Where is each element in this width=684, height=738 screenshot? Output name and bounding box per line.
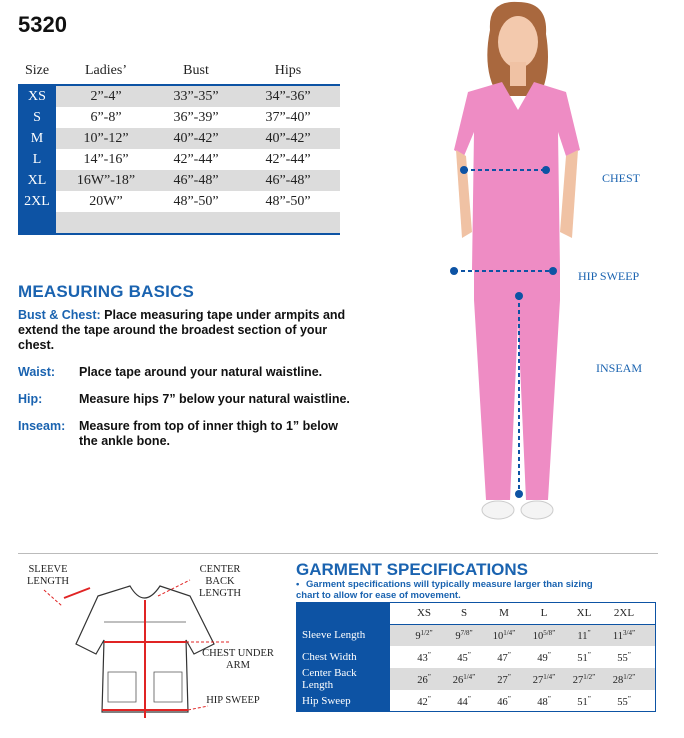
bust-chest-instruction	[18, 308, 358, 353]
table-row	[56, 86, 340, 107]
spec-row-label: Chest Width	[302, 651, 357, 663]
bust-cell: 42”-44”	[173, 151, 219, 167]
ladies-cell: 20W”	[89, 193, 123, 209]
header-ladies: Ladies’	[85, 63, 127, 78]
measuring-basics-title: MEASURING BASICS	[18, 282, 195, 301]
spec-value: 47”	[497, 650, 511, 664]
spec-value: $10^{1/4”}$	[492, 628, 516, 642]
spec-value: $27^{1/2”}$	[572, 672, 596, 686]
instruction-label: Hip:	[18, 392, 43, 406]
ladies-cell: 10”-12”	[83, 130, 129, 146]
ladies-cell: 6”-8”	[90, 109, 122, 125]
instruction-text: Place measuring tape under armpits and extend the tape around the broadest section of your chest.	[18, 308, 346, 352]
bust-cell: 36”-39”	[173, 109, 219, 125]
spec-value: $27^{1/4”}$	[532, 672, 556, 686]
measure-dot	[549, 267, 557, 275]
spec-value: 42”	[417, 694, 431, 708]
bust-cell: 40”-42”	[173, 130, 219, 146]
spec-value: 43”	[417, 650, 431, 664]
spec-row	[296, 646, 656, 668]
table-row	[56, 149, 340, 170]
header-size: Size	[24, 63, 50, 78]
chest-under-arm-label: CHEST UNDER ARM	[202, 648, 274, 671]
chest-label: CHEST	[602, 171, 641, 185]
spec-row-label: Center Back Length	[302, 667, 357, 691]
face	[498, 16, 538, 68]
size-header-cell: XS	[416, 607, 432, 619]
hips-cell: 34”-36”	[265, 88, 311, 104]
garment-specs-table	[296, 602, 656, 712]
spec-value: 44”	[457, 694, 471, 708]
spec-value: 26”	[417, 672, 431, 686]
spec-value: $9^{1/2”}$	[415, 628, 433, 642]
inseam-instruction	[18, 419, 358, 449]
hips-cell: 46”-48”	[265, 172, 311, 188]
bust-cell: 33”-35”	[173, 88, 219, 104]
header-bust: Bust	[183, 63, 209, 78]
spec-value: $11^{3/4”}$	[612, 628, 636, 642]
garment-sketch	[18, 560, 288, 730]
ladies-cell: 16W”-18”	[76, 172, 136, 188]
hip-sweep-label: HIP SWEEP	[578, 269, 640, 283]
spec-value: 11”	[577, 628, 591, 642]
instruction-label: Waist:	[18, 365, 56, 379]
left-shoe	[482, 501, 514, 519]
sleeve-length-label: SLEEVE LENGTH	[27, 564, 69, 587]
measure-dot	[542, 166, 550, 174]
size-cell: 2XL	[24, 194, 50, 209]
spec-value: 55”	[617, 650, 631, 664]
spec-value: 51”	[577, 694, 591, 708]
size-chart-header	[18, 58, 340, 84]
ladies-cell: 14”-16”	[83, 151, 129, 167]
spec-row	[296, 668, 656, 690]
waist-instruction	[18, 365, 358, 380]
sleeve-length-line	[64, 588, 90, 598]
garment-specs-title: GARMENT SPECIFICATIONS	[296, 560, 529, 579]
spec-row	[296, 690, 656, 712]
model-figure	[420, 0, 600, 545]
hip-sweep-sketch-label: HIP SWEEP	[206, 695, 260, 706]
bust-cell: 46”-48”	[173, 172, 219, 188]
scrub-top	[454, 82, 580, 270]
size-chart	[18, 58, 340, 235]
scrub-pants	[474, 270, 560, 500]
spec-value: 55”	[617, 694, 631, 708]
size-header-cell: 2XL	[613, 607, 635, 619]
product-code: 5320	[18, 12, 67, 37]
size-cell: XS	[28, 89, 46, 104]
spec-row	[296, 624, 656, 646]
bust-cell: 48”-50”	[173, 193, 219, 209]
size-cell: XL	[27, 173, 47, 188]
spec-value: 51”	[577, 650, 591, 664]
spec-value: 27”	[497, 672, 511, 686]
header-hips: Hips	[274, 63, 302, 78]
neck	[510, 62, 526, 86]
note-text: Garment specifications will typically measure larger than sizing chart to allow for ease of movement.	[296, 579, 593, 601]
hips-cell: 48”-50”	[265, 193, 311, 209]
ladies-cell: 2”-4”	[90, 88, 122, 104]
left-arm	[456, 150, 472, 238]
instruction-label: Inseam:	[18, 419, 66, 433]
measure-dot	[515, 292, 523, 300]
instruction-text: Measure hips 7” below your natural waistline.	[79, 392, 350, 406]
size-header-cell: L	[540, 607, 548, 619]
measure-dot	[515, 490, 523, 498]
hips-cell: 37”-40”	[265, 109, 311, 125]
hip-instruction	[18, 392, 358, 407]
divider-line	[18, 233, 340, 235]
garment-specs-note: • Garment specifications will typically measure larger than sizing chart to allow for ease of movement.	[296, 579, 593, 601]
spec-value: 49”	[537, 650, 551, 664]
measure-dot	[460, 166, 468, 174]
size-header-cell: XL	[576, 607, 592, 619]
measuring-basics	[18, 282, 358, 449]
spec-value: $28^{1/2”}$	[612, 672, 636, 686]
spec-value: 48”	[537, 694, 551, 708]
size-cell: L	[32, 152, 42, 167]
hips-cell: 40”-42”	[265, 130, 311, 146]
inseam-label: INSEAM	[596, 361, 643, 375]
spec-value: $26^{1/4”}$	[452, 672, 476, 686]
size-column	[18, 86, 56, 233]
spec-row-label: Sleeve Length	[302, 629, 366, 641]
measure-dot	[450, 267, 458, 275]
size-header-cell: S	[460, 607, 468, 619]
table-row	[56, 128, 340, 149]
sleeve-pointer	[44, 590, 62, 606]
spec-value: 45”	[457, 650, 471, 664]
instruction-text: Measure from top of inner thigh to 1” below the ankle bone.	[79, 419, 339, 448]
size-header-cell: M	[499, 607, 509, 619]
section-divider	[18, 553, 658, 554]
size-cell: S	[33, 110, 41, 125]
spec-row-label: Hip Sweep	[302, 695, 351, 707]
table-row	[56, 191, 340, 212]
table-row	[56, 107, 340, 128]
hips-cell: 42”-44”	[265, 151, 311, 167]
instruction-label: Bust & Chest:	[18, 308, 101, 322]
spec-value: $10^{5/8”}$	[532, 628, 556, 642]
size-header-row	[296, 602, 656, 624]
size-cell: M	[30, 131, 44, 146]
table-row-empty	[56, 212, 340, 233]
spec-value: 46”	[497, 694, 511, 708]
instruction-text: Place tape around your natural waistline.	[79, 365, 323, 379]
spec-value: $9^{7/8”}$	[455, 628, 473, 642]
right-shoe	[521, 501, 553, 519]
right-arm	[560, 150, 578, 238]
table-row	[56, 170, 340, 191]
center-back-length-label: CENTER BACK LENGTH	[199, 564, 241, 599]
